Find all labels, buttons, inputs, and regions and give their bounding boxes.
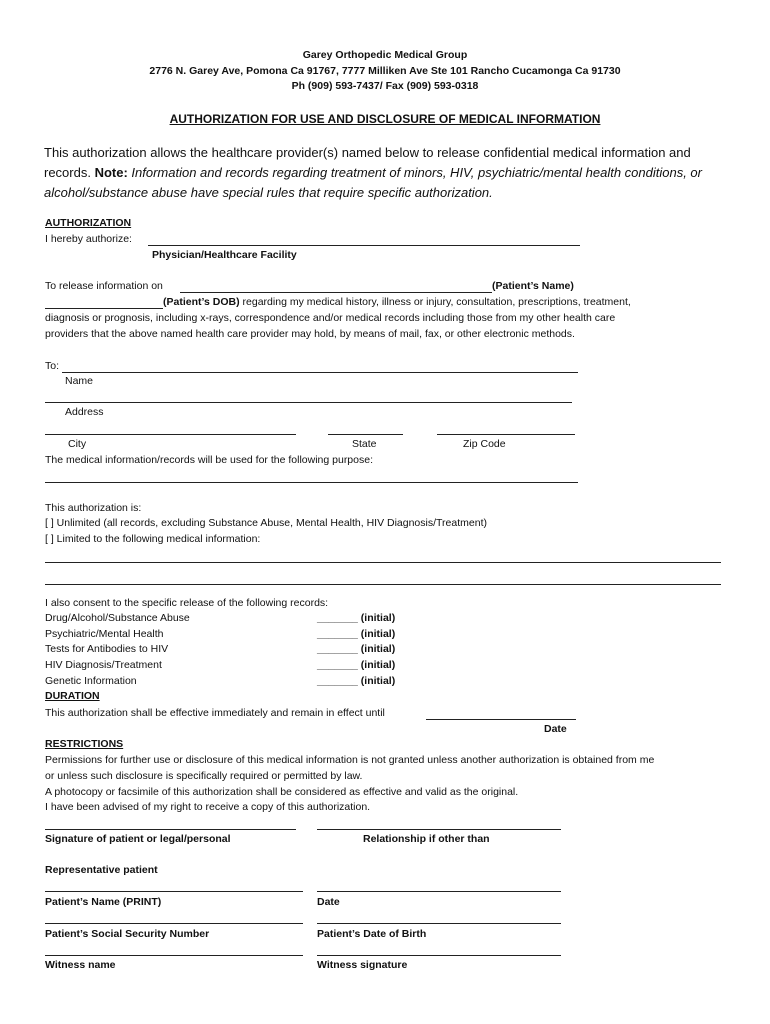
release-prefix: To release information on (45, 280, 163, 292)
intro-line-2 (44, 163, 702, 183)
consent-item-label: Genetic Information (45, 675, 137, 687)
zip-input-line[interactable] (437, 434, 575, 435)
org-address: 2776 N. Garey Ave, Pomona Ca 91767, 7777 Milliken Ave Ste 101 Rancho Cucamonga Ca 91730 (149, 65, 621, 77)
patient-name-input-line[interactable] (180, 292, 492, 293)
patient-name-print-line[interactable] (45, 891, 303, 892)
zip-caption: Zip Code (463, 438, 506, 450)
restrictions-heading: RESTRICTIONS (45, 738, 124, 750)
duration-text: This authorization shall be effective immediately and remain in effect until (45, 707, 385, 719)
facility-input-line[interactable] (148, 245, 580, 246)
representative-label: Representative patient (45, 864, 158, 876)
consent-initial-field[interactable]: _______ (initial) (317, 628, 396, 640)
patient-name-print-label: Patient’s Name (PRINT) (45, 896, 162, 908)
ssn-line[interactable] (45, 923, 303, 924)
consent-initial-field[interactable]: _______ (initial) (317, 659, 396, 671)
release-text-3: providers that the above named health care provider may hold, by means of mail, fax, or other electronic methods. (45, 328, 575, 340)
limited-checkbox[interactable]: [ ] Limited to the following medical information: (45, 533, 261, 545)
consent-item-label: HIV Diagnosis/Treatment (45, 659, 162, 671)
intro-line-1: This authorization allows the healthcare provider(s) named below to release confidential medical information and (44, 145, 691, 160)
scope-intro: This authorization is: (45, 502, 142, 514)
duration-heading: DURATION (45, 690, 100, 702)
limited-info-line-2[interactable] (45, 584, 721, 585)
unlimited-checkbox[interactable]: [ ] Unlimited (all records, excluding Substance Abuse, Mental Health, HIV Diagnosis/Treatment) (45, 517, 487, 529)
purpose-input-line[interactable] (45, 482, 578, 483)
intro-line-3 (44, 183, 493, 203)
release-line-2 (163, 296, 631, 309)
release-text-2: diagnosis or prognosis, including x-rays, correspondence and/or medical records including those from my other health care (45, 312, 616, 324)
consent-initial-field[interactable]: _______ (initial) (317, 675, 396, 687)
date-signed-label: Date (317, 896, 340, 908)
authorization-heading: AUTHORIZATION (45, 217, 132, 229)
release-text-1: regarding my medical history, illness or injury, consultation, prescriptions, treatment, (239, 296, 631, 308)
note-label: Note: (94, 165, 128, 180)
restrictions-line-3: A photocopy or facsimile of this authorization shall be considered as effective and valid as the original. (45, 786, 519, 798)
limited-info-line-1[interactable] (45, 562, 721, 563)
to-label: To: (45, 360, 60, 372)
consent-initial-field[interactable]: _______ (initial) (317, 643, 396, 655)
restrictions-line-1: Permissions for further use or disclosure of this medical information is not granted unless another authorization is obtained from me (45, 754, 655, 766)
recipient-name-input-line[interactable] (62, 372, 578, 373)
witness-signature-line[interactable] (317, 955, 561, 956)
org-name: Garey Orthopedic Medical Group (302, 49, 468, 61)
restrictions-line-2: or unless such disclosure is specifically required or permitted by law. (45, 770, 363, 782)
patient-dob-signature-line[interactable] (317, 923, 561, 924)
relationship-line[interactable] (317, 829, 561, 830)
date-signed-line[interactable] (317, 891, 561, 892)
patient-name-label: (Patient’s Name) (492, 280, 574, 292)
intro-records: records. (44, 165, 95, 180)
patient-signature-line[interactable] (45, 829, 296, 830)
consent-intro: I also consent to the specific release of the following records: (45, 597, 329, 609)
consent-initial-field[interactable]: _______ (initial) (317, 612, 396, 624)
witness-name-line[interactable] (45, 955, 303, 956)
ssn-label: Patient’s Social Security Number (45, 928, 210, 940)
city-input-line[interactable] (45, 434, 296, 435)
expiration-date-input-line[interactable] (426, 719, 576, 720)
purpose-label: The medical information/records will be used for the following purpose: (45, 454, 373, 466)
name-caption: Name (65, 375, 94, 387)
intro-note-text-2: alcohol/substance abuse have special rules that require specific authorization. (44, 185, 493, 200)
hereby-authorize-label: I hereby authorize: (45, 233, 132, 245)
relationship-label: Relationship if other than (363, 833, 490, 845)
form-title: AUTHORIZATION FOR USE AND DISCLOSURE OF MEDICAL INFORMATION (169, 112, 601, 126)
state-caption: State (352, 438, 377, 450)
witness-name-label: Witness name (45, 959, 116, 971)
date-caption: Date (544, 723, 567, 735)
consent-item-label: Tests for Antibodies to HIV (45, 643, 169, 655)
city-caption: City (68, 438, 87, 450)
recipient-address-input-line[interactable] (45, 402, 572, 403)
patient-dob-signature-label: Patient’s Date of Birth (317, 928, 427, 940)
signature-label: Signature of patient or legal/personal (45, 833, 231, 845)
patient-dob-label: (Patient’s DOB) (163, 296, 240, 308)
witness-signature-label: Witness signature (317, 959, 408, 971)
restrictions-line-4: I have been advised of my right to receive a copy of this authorization. (45, 801, 371, 813)
facility-caption: Physician/Healthcare Facility (152, 249, 297, 261)
consent-item-label: Psychiatric/Mental Health (45, 628, 164, 640)
org-phone-fax: Ph (909) 593-7437/ Fax (909) 593-0318 (291, 80, 479, 92)
intro-note-text: Information and records regarding treatment of minors, HIV, psychiatric/mental health conditions, or (127, 165, 702, 180)
state-input-line[interactable] (328, 434, 403, 435)
consent-item-label: Drug/Alcohol/Substance Abuse (45, 612, 190, 624)
address-caption: Address (65, 406, 104, 418)
patient-dob-input-line[interactable] (45, 308, 163, 309)
